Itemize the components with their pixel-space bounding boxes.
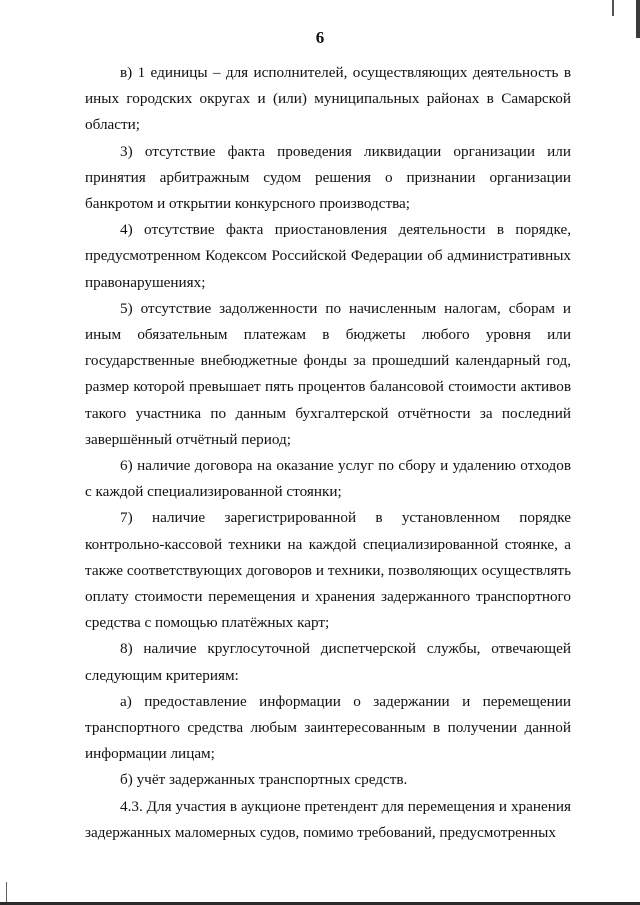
paragraph: а) предоставление информации о задержании и перемещении транспортного средства любым заинтересованным в получении данной информации лицам; [85,692,571,763]
paragraph: 5) отсутствие задолженности по начисленным налогам, сборам и иным обязательным платежам в бюджеты любого уровня или государственные внебюджетные фонды за прошедший календарный год, размер которой превышает пять процентов балансовой стоимости активов такого участника по данным бухгалтерской отчётности за последний завершённый отчётный период; [85,299,571,448]
scan-artifact [612,0,614,16]
paragraph: 6) наличие договора на оказание услуг по сбору и удалению отходов с каждой специализированной стоянки; [85,457,571,501]
scan-artifact [6,882,7,902]
paragraph: в) 1 единицы – для исполнителей, осуществляющих деятельность в иных городских округах и (или) муниципальных районах в Самарской области; [85,64,571,134]
paragraph: 4.3. Для участия в аукционе претендент для перемещения и хранения задержанных маломерных судов, помимо требований, предусмотренных [85,797,571,841]
paragraph: 4) отсутствие факта приостановления деятельности в порядке, предусмотренном Кодексом Российской Федерации об административных правонарушениях; [85,221,571,291]
paragraph: 3) отсутствие факта проведения ликвидации организации или принятия арбитражным судом решения о признании организации банкротом и открытии конкурсного производства; [85,142,571,213]
paragraph: 7) наличие зарегистрированной в установленном порядке контрольно-кассовой техники на каждой специализированной стоянке, а также соответствующих договоров и техники, позволяющих осуществлять оплату стоимости перемещения и хранения задержанного транспортного средства с помощью платёжных карт; [85,509,571,632]
page-number: 6 [315,28,325,47]
paragraph: 8) наличие круглосуточной диспетчерской службы, отвечающей следующим критериям: [85,640,571,684]
paragraph: б) учёт задержанных транспортных средств. [120,771,408,789]
document-body [85,60,571,846]
